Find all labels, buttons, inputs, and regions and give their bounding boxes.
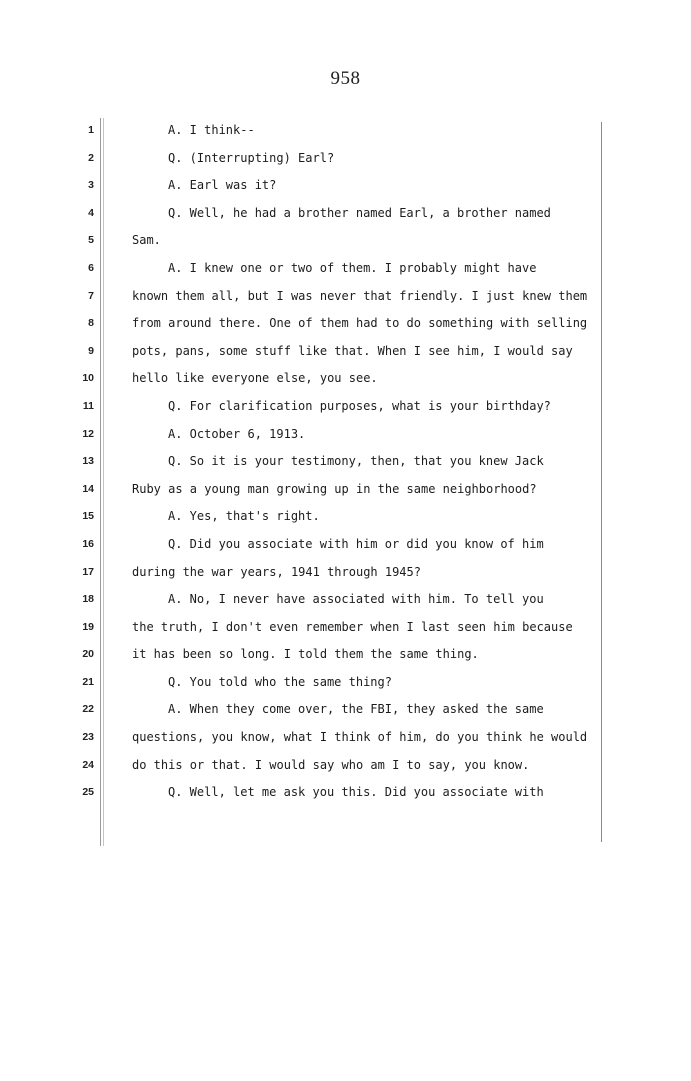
line-text: from around there. One of them had to do something with selling xyxy=(132,316,588,331)
transcript-line xyxy=(0,200,691,228)
line-text: A. No, I never have associated with him. To tell you xyxy=(168,592,544,607)
transcript-line xyxy=(0,614,691,642)
line-number: 3 xyxy=(88,179,94,192)
line-number: 4 xyxy=(88,206,94,219)
transcript-line xyxy=(0,476,691,504)
line-number: 11 xyxy=(82,399,94,412)
line-text: do this or that. I would say who am I to say, you know. xyxy=(132,757,530,772)
transcript-line xyxy=(0,559,691,587)
transcript-line xyxy=(0,283,691,311)
line-number: 13 xyxy=(82,455,94,468)
line-text: pots, pans, some stuff like that. When I see him, I would say xyxy=(132,343,573,358)
transcript-line xyxy=(0,752,691,780)
transcript-line xyxy=(0,310,691,338)
line-text: hello like everyone else, you see. xyxy=(132,371,378,386)
transcript-line xyxy=(0,724,691,752)
line-number: 19 xyxy=(82,620,94,633)
line-number: 10 xyxy=(82,372,94,385)
transcript-line xyxy=(0,172,691,200)
transcript-line xyxy=(0,669,691,697)
transcript-line xyxy=(0,117,691,145)
line-number: 15 xyxy=(82,510,94,523)
transcript-line xyxy=(0,145,691,173)
transcript-line xyxy=(0,338,691,366)
line-number: 5 xyxy=(88,234,94,247)
line-text: A. Yes, that's right. xyxy=(168,509,320,524)
line-text: Q. So it is your testimony, then, that you knew Jack xyxy=(168,454,544,469)
transcript-line xyxy=(0,365,691,393)
line-text: Q. Well, he had a brother named Earl, a brother named xyxy=(168,205,551,220)
transcript-line xyxy=(0,641,691,669)
line-text: A. When they come over, the FBI, they asked the same xyxy=(168,702,544,717)
line-text: Q. Well, let me ask you this. Did you associate with xyxy=(168,785,544,800)
transcript-line xyxy=(0,696,691,724)
line-text: A. October 6, 1913. xyxy=(168,426,306,441)
line-text: Q. (Interrupting) Earl? xyxy=(168,150,335,165)
line-text: the truth, I don't even remember when I last seen him because xyxy=(132,619,573,634)
transcript-line xyxy=(0,779,691,807)
line-number: 6 xyxy=(88,261,94,274)
line-text: Ruby as a young man growing up in the same neighborhood? xyxy=(132,481,537,496)
transcript-line xyxy=(0,393,691,421)
line-text: A. Earl was it? xyxy=(168,178,277,193)
line-number: 18 xyxy=(82,593,94,606)
line-number: 20 xyxy=(82,648,94,661)
transcript-line xyxy=(0,586,691,614)
transcript-line xyxy=(0,531,691,559)
transcript-line xyxy=(0,421,691,449)
line-number: 16 xyxy=(82,537,94,550)
line-number: 25 xyxy=(82,786,94,799)
line-number: 14 xyxy=(82,482,94,495)
line-number: 17 xyxy=(82,565,94,578)
line-text: it has been so long. I told them the same thing. xyxy=(132,647,479,662)
transcript-line xyxy=(0,255,691,283)
line-number: 24 xyxy=(82,758,94,771)
line-text: Q. Did you associate with him or did you know of him xyxy=(168,536,544,551)
line-text: A. I think-- xyxy=(168,123,255,137)
line-text: A. I knew one or two of them. I probably might have xyxy=(168,260,537,275)
line-number: 2 xyxy=(88,151,94,164)
transcript-body xyxy=(0,117,691,807)
line-number: 7 xyxy=(88,289,94,302)
transcript-line xyxy=(0,448,691,476)
line-text: Q. For clarification purposes, what is your birthday? xyxy=(168,398,551,413)
line-number: 8 xyxy=(88,317,94,330)
line-text: Q. You told who the same thing? xyxy=(168,674,392,689)
line-number: 9 xyxy=(88,344,94,357)
line-text: known them all, but I was never that friendly. I just knew them xyxy=(132,288,588,303)
line-number: 22 xyxy=(82,703,94,716)
transcript-line xyxy=(0,503,691,531)
line-text: Sam. xyxy=(132,233,161,248)
line-number: 1 xyxy=(88,124,94,136)
line-number: 23 xyxy=(82,731,94,744)
line-number: 12 xyxy=(82,427,94,440)
page-number: 958 xyxy=(330,68,361,89)
line-text: during the war years, 1941 through 1945? xyxy=(132,564,421,579)
line-text: questions, you know, what I think of him, do you think he would xyxy=(132,730,588,745)
transcript-line xyxy=(0,227,691,255)
line-number: 21 xyxy=(82,675,94,688)
